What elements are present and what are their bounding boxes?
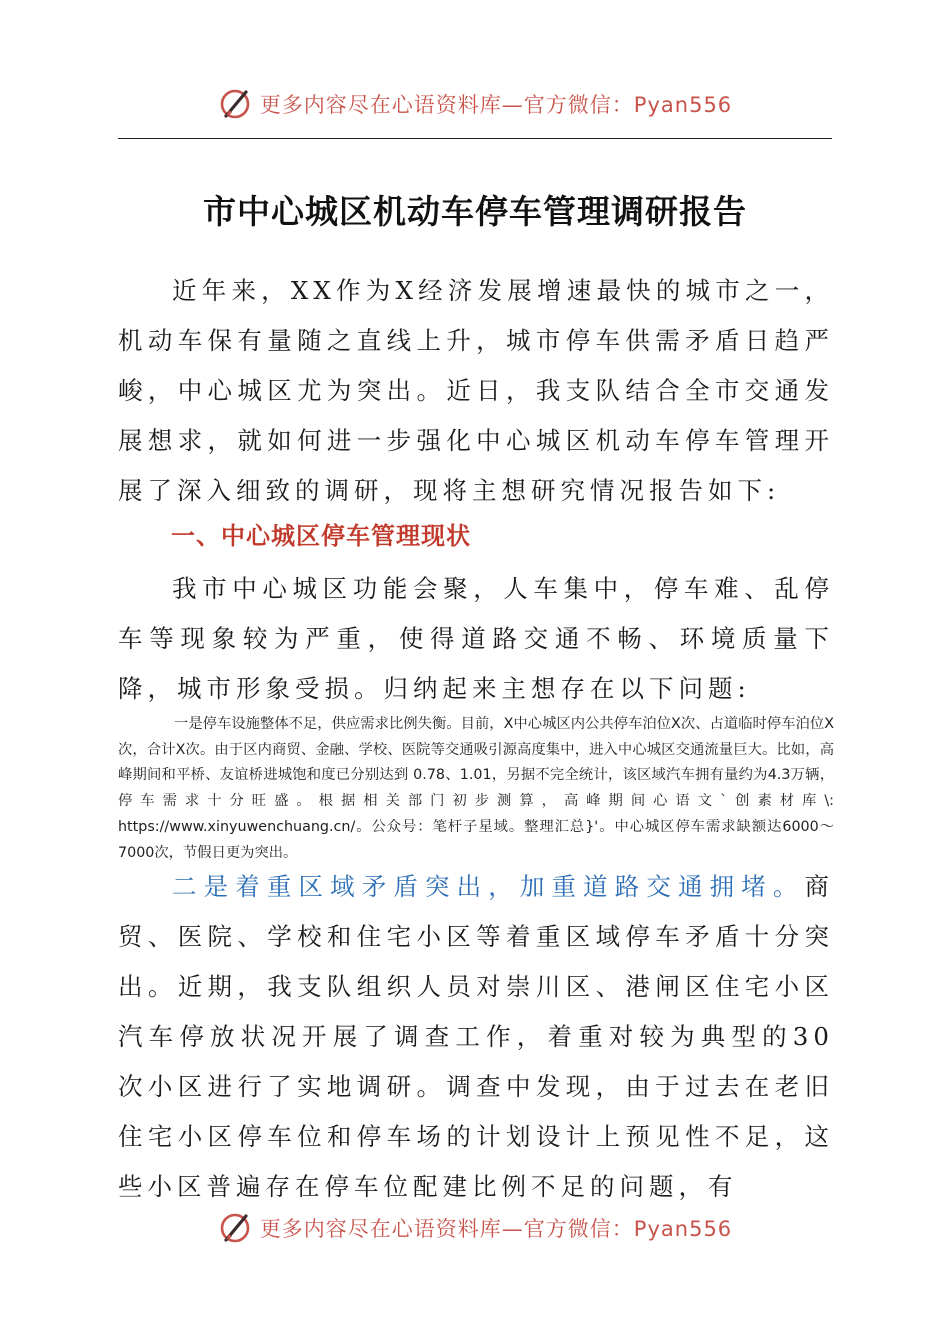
- pen-logo-icon: [218, 86, 254, 122]
- section-paragraph: 我市中心城区功能会聚，人车集中，停车难、乱停车等现象较为严重，使得道路交通不畅、环境质量下降，城市形象受损。归纳起来主想存在以下问题:: [118, 574, 834, 703]
- header-banner: [0, 84, 950, 124]
- document-title: 市中心城区机动车停车管理调研报告: [203, 192, 747, 231]
- banner-text: 更多内容尽在心语资料库—官方微信：Pyan556: [259, 93, 733, 117]
- point-two-body: 商贸、医院、学校和住宅小区等着重区域停车矛盾十分突出。近期，我支队组织人员对崇川区、港闸区住宅小区汽车停放状况开展了调查工作，着重对较为典型的30次小区进行了实地调研。调查中发现，由于过去在老旧住宅小区停车位和停车场的计划设计上预见性不足，这些小区普遍存在停车位配建比例不足的问题，有: [118, 872, 834, 1201]
- point-two-paragraph: [118, 862, 834, 1212]
- point-two-lead: 二是着重区域矛盾突出，加重道路交通拥堵。: [172, 872, 805, 901]
- intro-paragraph: 近年来，XX作为X经济发展增速最快的城市之一，机动车保有量随之直线上升，城市停车供需矛盾日趋严峻，中心城区尤为突出。近日，我支队结合全市交通发展想求，就如何进一步强化中心城区机动车停车管理开展了深入细致的调研，现将主想研究情况报告如下:: [118, 276, 834, 505]
- header-divider: [118, 138, 832, 139]
- pen-logo-icon: [218, 1210, 254, 1246]
- banner-text: 更多内容尽在心语资料库—官方微信：Pyan556: [259, 1217, 733, 1241]
- section-heading: 一、中心城区停车管理现状: [171, 522, 471, 550]
- point-one-paragraph: 一是停车设施整体不足，供应需求比例失衡。目前，X中心城区内公共停车泊位X次、占道临时停车泊位X次，合计X次。由于区内商贸、金融、学校、医院等交通吸引源高度集中，进入中心城区交通流量巨大。比如，高峰期间和平桥、友谊桥进城饱和度已分别达到 0.78、1.01，另据不完全统计，该区域汽车拥有量约为4.3万辆，停车需求十分旺盛。根据相关部门初步测算，高峰期间心语文`创素材库\: https://www.xinyuwenchuang.cn/。公众号：笔杆子星域。整理汇总}'。中心城区停车需求缺额达6000～7000次，节假日更为突出。: [118, 716, 834, 861]
- footer-banner: [0, 1208, 950, 1248]
